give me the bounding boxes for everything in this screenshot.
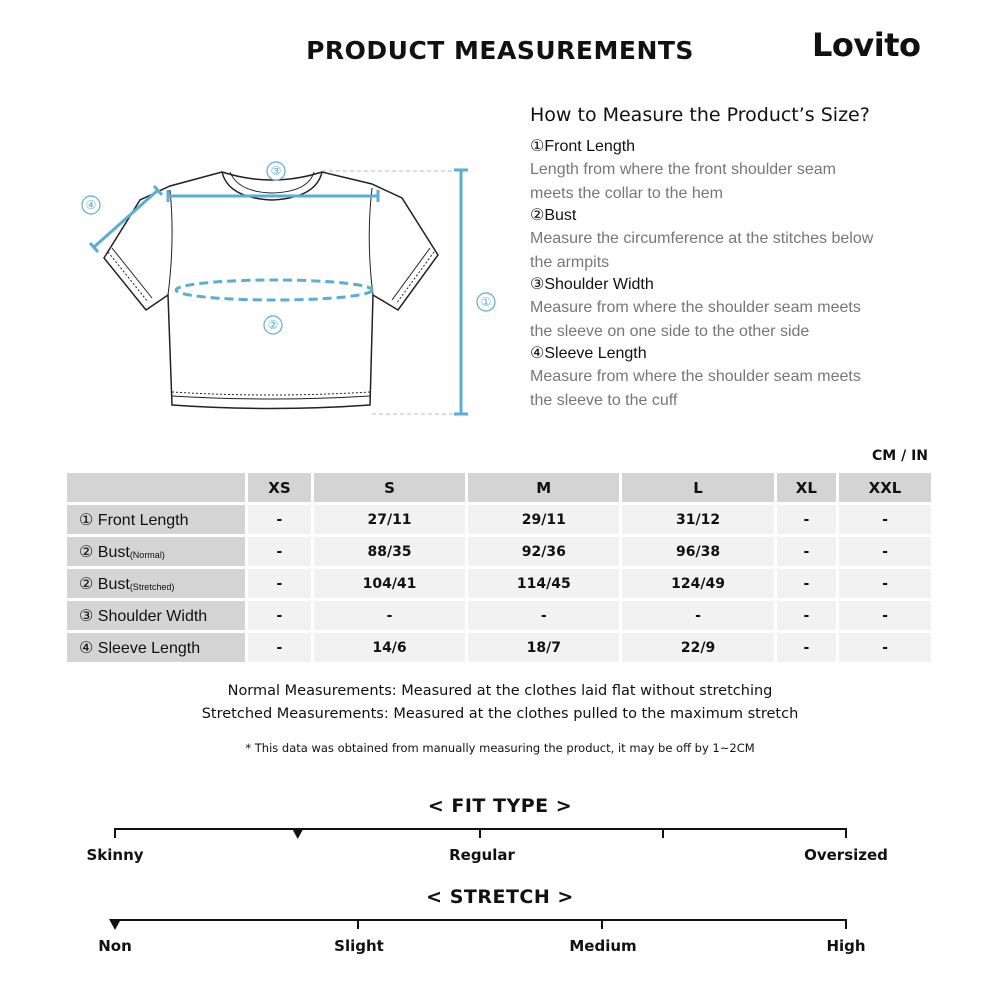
table-row bbox=[67, 633, 931, 662]
howto-heading: How to Measure the Product’s Size? bbox=[530, 104, 870, 126]
howto-item-desc: Length from where the front shoulder seam bbox=[530, 161, 836, 178]
table-cell: - bbox=[777, 505, 836, 534]
how-to-measure bbox=[530, 104, 970, 412]
table-cell: 104/41 bbox=[314, 569, 465, 598]
marker-shoulder-width: ③ bbox=[270, 164, 282, 178]
stretch-label-slight: Slight bbox=[334, 937, 384, 955]
table-cell: - bbox=[839, 537, 931, 566]
fit-label-oversized: Oversized bbox=[804, 846, 888, 864]
table-cell: - bbox=[839, 601, 931, 630]
howto-item-desc: meets the collar to the hem bbox=[530, 184, 723, 202]
howto-item bbox=[530, 205, 970, 274]
howto-item bbox=[530, 343, 970, 412]
table-cell: - bbox=[777, 601, 836, 630]
unit-label: CM / IN bbox=[872, 448, 928, 464]
table-row bbox=[67, 505, 931, 534]
table-cell: - bbox=[839, 633, 931, 662]
marker-sleeve-length: ④ bbox=[85, 198, 97, 212]
row-label: ④ Sleeve Length bbox=[67, 633, 245, 662]
table-cell: 14/6 bbox=[314, 633, 465, 662]
table-cell: 31/12 bbox=[622, 505, 773, 534]
normal-note: Normal Measurements: Measured at the clothes laid flat without stretching bbox=[227, 683, 773, 699]
size-header: L bbox=[622, 473, 773, 502]
table-cell: - bbox=[777, 537, 836, 566]
table-cell: - bbox=[839, 505, 931, 534]
table-cell: - bbox=[468, 601, 619, 630]
table-cell: - bbox=[248, 601, 311, 630]
size-table bbox=[64, 470, 934, 665]
howto-item-desc: the armpits bbox=[530, 253, 610, 271]
table-cell: - bbox=[839, 569, 931, 598]
size-header: XS bbox=[248, 473, 311, 502]
size-header: XXL bbox=[839, 473, 931, 502]
howto-item-desc: the sleeve on one side to the other side bbox=[530, 322, 810, 340]
howto-item-title: ①Front Length bbox=[530, 138, 636, 155]
tshirt-diagram bbox=[70, 150, 510, 440]
brand-logo: Lovito bbox=[812, 26, 921, 64]
fit-type-indicator bbox=[292, 828, 304, 839]
table-cell: - bbox=[248, 505, 311, 534]
stretch-label-high: High bbox=[826, 937, 866, 955]
stretch-indicator bbox=[109, 919, 121, 930]
table-corner bbox=[67, 473, 245, 502]
table-header-row bbox=[67, 473, 931, 502]
row-label: ② Bust$_{(Normal)}$ bbox=[67, 537, 245, 566]
size-header: S bbox=[314, 473, 465, 502]
table-cell: 22/9 bbox=[622, 633, 773, 662]
table-cell: 124/49 bbox=[622, 569, 773, 598]
table-cell: - bbox=[248, 569, 311, 598]
row-label: ① Front Length bbox=[67, 505, 245, 534]
row-label: ② Bust$_{(Stretched)}$ bbox=[67, 569, 245, 598]
table-cell: - bbox=[777, 633, 836, 662]
stretch-label-non: Non bbox=[98, 937, 132, 955]
fit-type-title: < FIT TYPE > bbox=[427, 795, 573, 817]
size-header: M bbox=[468, 473, 619, 502]
marker-front-length: ① bbox=[480, 295, 492, 309]
page-title: PRODUCT MEASUREMENTS bbox=[306, 36, 694, 65]
table-row bbox=[67, 601, 931, 630]
howto-item-title: ④Sleeve Length bbox=[530, 345, 647, 362]
row-label: ③ Shoulder Width bbox=[67, 601, 245, 630]
stretch-label-medium: Medium bbox=[569, 937, 637, 955]
table-cell: 96/38 bbox=[622, 537, 773, 566]
howto-item bbox=[530, 136, 970, 205]
howto-item-desc: the sleeve to the cuff bbox=[530, 391, 678, 409]
table-cell: 29/11 bbox=[468, 505, 619, 534]
howto-item-desc: Measure from where the shoulder seam meets bbox=[530, 368, 861, 385]
size-header: XL bbox=[777, 473, 836, 502]
table-cell: - bbox=[622, 601, 773, 630]
table-cell: 92/36 bbox=[468, 537, 619, 566]
table-cell: 114/45 bbox=[468, 569, 619, 598]
table-cell: 18/7 bbox=[468, 633, 619, 662]
table-cell: 27/11 bbox=[314, 505, 465, 534]
fit-label-skinny: Skinny bbox=[86, 846, 144, 864]
howto-item-desc: Measure from where the shoulder seam meets bbox=[530, 299, 861, 316]
table-cell: - bbox=[248, 633, 311, 662]
howto-item bbox=[530, 274, 970, 343]
table-cell: - bbox=[248, 537, 311, 566]
howto-item-desc: Measure the circumference at the stitches below bbox=[530, 230, 874, 247]
table-row bbox=[67, 569, 931, 598]
howto-item-title: ③Shoulder Width bbox=[530, 276, 654, 293]
table-cell: - bbox=[314, 601, 465, 630]
stretch-title: < STRETCH > bbox=[426, 886, 574, 908]
howto-item-title: ②Bust bbox=[530, 207, 577, 224]
marker-bust: ② bbox=[267, 318, 279, 332]
disclaimer-note: * This data was obtained from manually measuring the product, it may be off by 1~2CM bbox=[245, 741, 755, 755]
stretched-note: Stretched Measurements: Measured at the clothes pulled to the maximum stretch bbox=[201, 706, 799, 722]
table-cell: - bbox=[777, 569, 836, 598]
table-row bbox=[67, 537, 931, 566]
fit-label-regular: Regular bbox=[449, 846, 515, 864]
table-cell: 88/35 bbox=[314, 537, 465, 566]
